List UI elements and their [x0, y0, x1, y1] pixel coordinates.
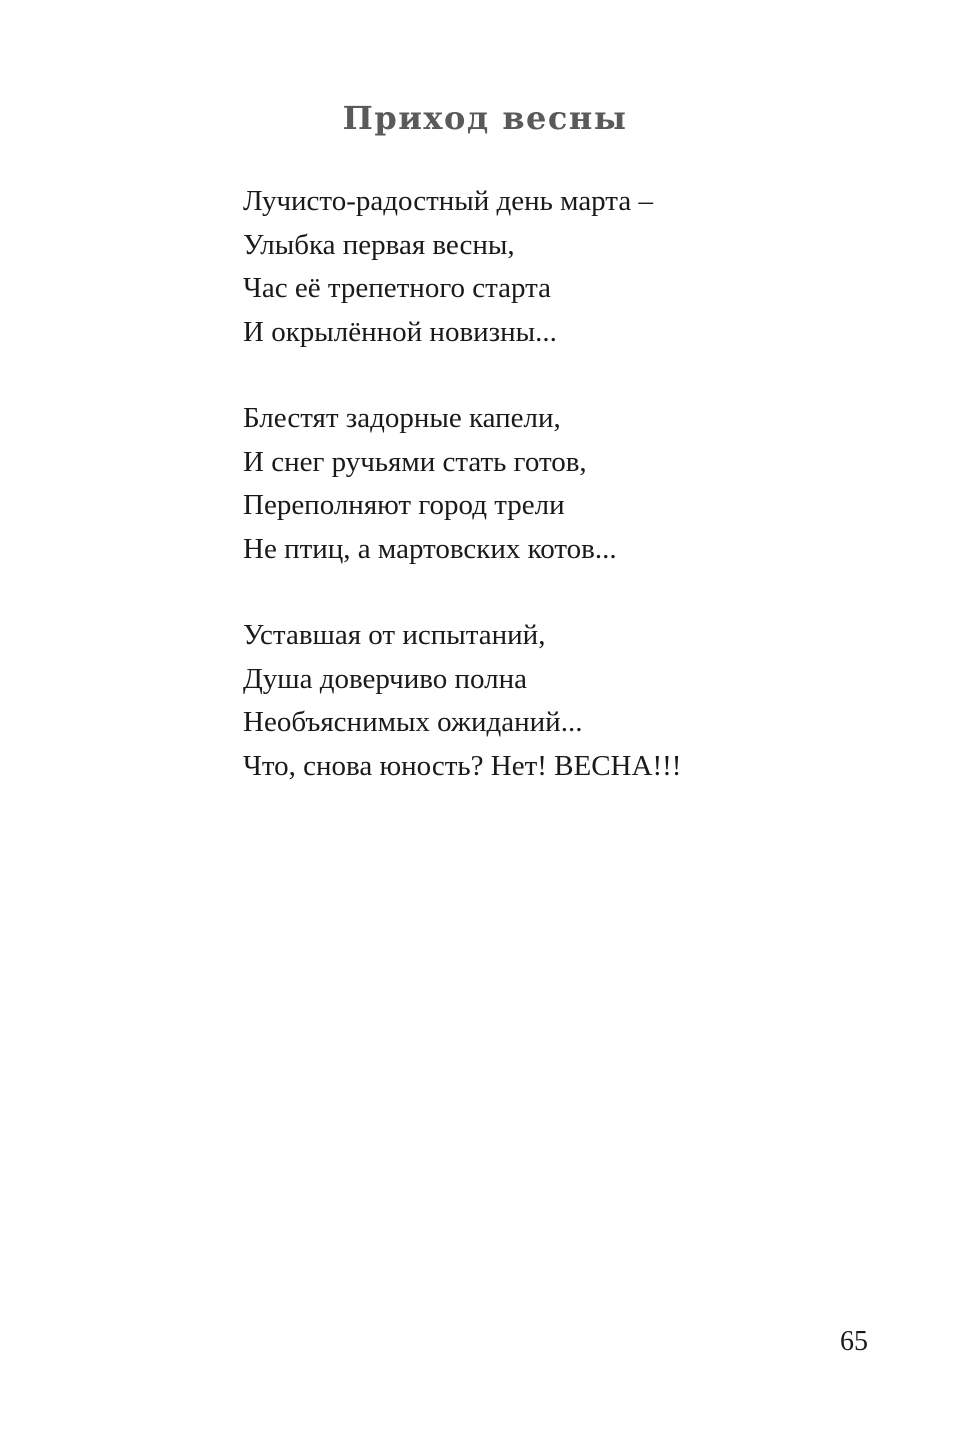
poem-line: И снег ручьями стать готов, — [243, 445, 587, 478]
poem-line: И окрылённой новизны... — [243, 315, 557, 348]
poem-body — [243, 180, 883, 831]
poem-line: Уставшая от испытаний, — [243, 619, 546, 651]
poem-line: Душа доверчиво полна — [243, 662, 528, 695]
poem-line: Лучисто-радостный день марта – — [243, 185, 653, 217]
stanza-2 — [243, 397, 883, 571]
poem-line: Не птиц, а мартовских котов... — [243, 532, 617, 565]
stanza-1 — [243, 180, 883, 354]
poem-line: Что, снова юность? Нет! ВЕСНА!!! — [243, 749, 682, 782]
poem-line: Час её трепетного старта — [243, 272, 552, 304]
poem-line: Необъяснимых ожиданий... — [243, 706, 583, 738]
poem-line: Переполняют город трели — [243, 489, 565, 521]
page-number: 65 — [840, 1326, 868, 1357]
stanza-3 — [243, 614, 883, 788]
poem-title: Приход весны — [342, 99, 628, 137]
poem-line: Улыбка первая весны, — [243, 228, 515, 261]
poem-line: Блестят задорные капели, — [243, 402, 561, 434]
